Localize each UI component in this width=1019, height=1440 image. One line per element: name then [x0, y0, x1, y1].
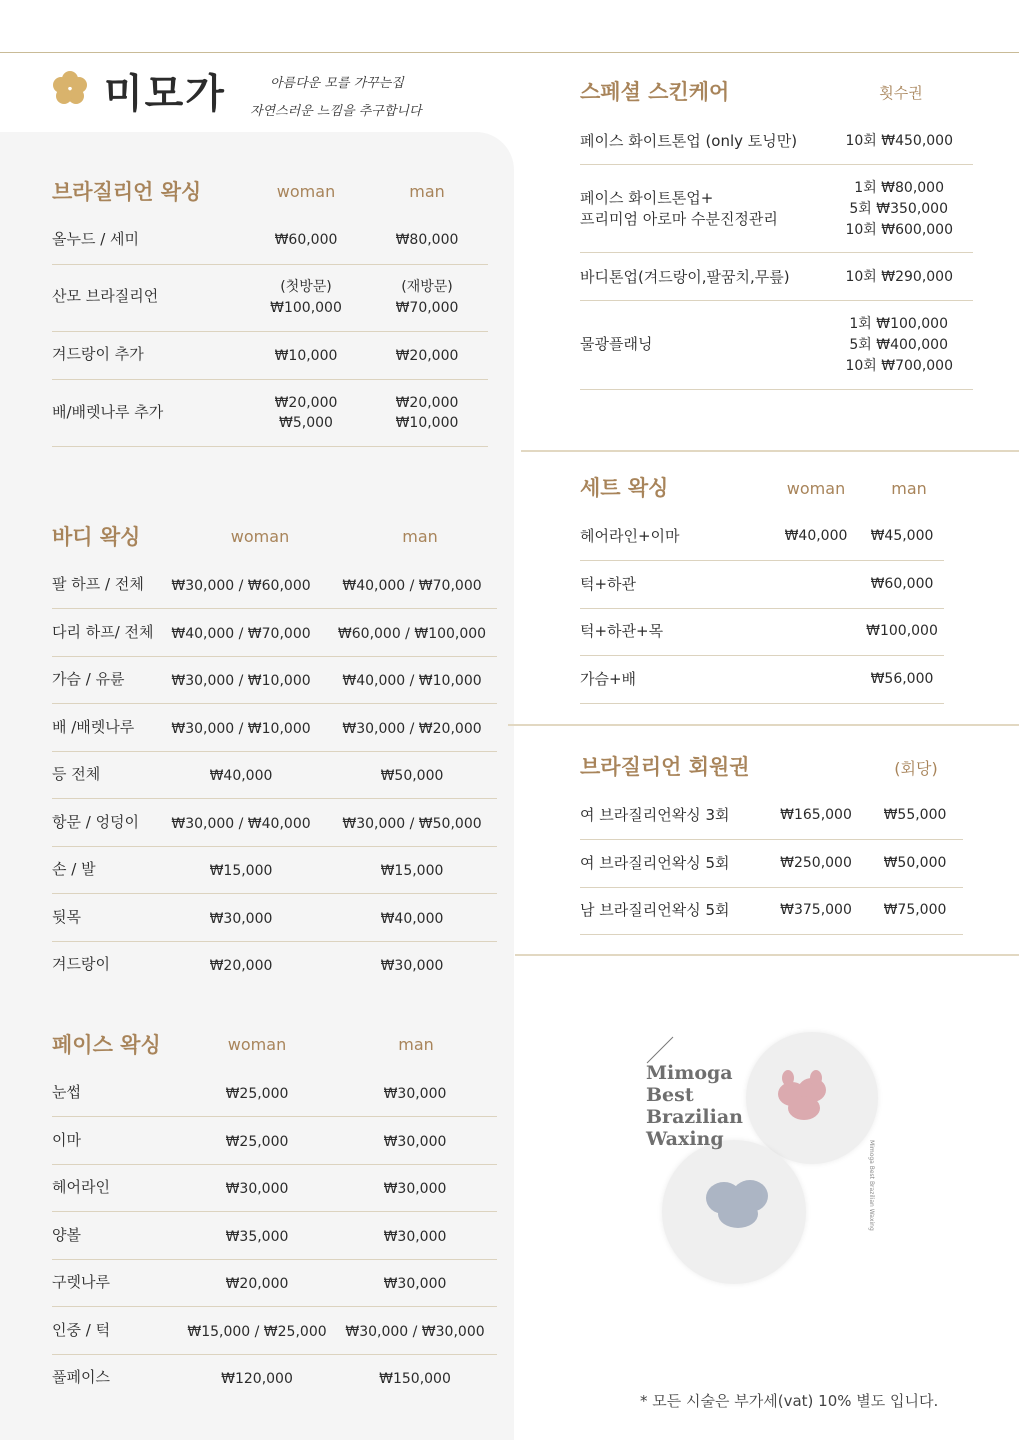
face-woman-price: ₩25,000 — [225, 1133, 289, 1150]
row-divider — [52, 656, 497, 657]
accent-line-icon — [645, 1035, 677, 1065]
row-divider — [52, 264, 488, 265]
body-man-price: ₩30,000 — [380, 958, 444, 974]
body-woman-price: ₩30,000 / ₩60,000 — [171, 578, 311, 594]
body-woman-price: ₩30,000 — [209, 910, 273, 927]
skincare-price: 10회 ₩290,000 — [845, 269, 953, 285]
body-col-man: man — [402, 527, 438, 546]
face-man-price: ₩30,000 — [383, 1133, 447, 1150]
brazilian-title: 브라질리언 왁싱 — [52, 180, 202, 204]
brazilian-man-price: ₩20,000 — [395, 348, 459, 364]
row-divider — [580, 164, 973, 165]
body-woman-price: ₩30,000 / ₩10,000 — [171, 673, 311, 689]
row-divider — [52, 703, 497, 704]
face-man-price: ₩30,000 — [383, 1181, 447, 1197]
set-row-name: 턱+하관+목 — [580, 622, 664, 640]
face-woman-price: ₩15,000 / ₩25,000 — [187, 1323, 327, 1340]
row-divider — [52, 846, 497, 847]
body-woman-price: ₩40,000 / ₩70,000 — [171, 625, 311, 642]
membership-row-name: 남 브라질리언왁싱 5회 — [580, 901, 730, 919]
set-man-price: ₩100,000 — [866, 623, 938, 639]
brazilian-woman-price: ₩20,000 — [274, 395, 338, 411]
body-woman-price: ₩20,000 — [209, 958, 273, 974]
body-woman-price: ₩30,000 / ₩40,000 — [171, 815, 311, 832]
row-divider — [52, 798, 497, 799]
body-man-price: ₩40,000 / ₩10,000 — [342, 673, 482, 689]
body-man-price: ₩15,000 — [380, 863, 444, 879]
skincare-price: 10회 ₩600,000 — [845, 222, 953, 238]
body-col-woman: woman — [230, 527, 290, 546]
body-man-price: ₩40,000 / ₩70,000 — [342, 578, 482, 594]
set-row-name: 헤어라인+이마 — [580, 527, 680, 545]
body-row-name: 가슴 / 유륜 — [52, 670, 125, 688]
row-divider — [580, 252, 973, 253]
face-col-woman: woman — [227, 1035, 287, 1054]
brazilian-woman-price: ₩60,000 — [274, 232, 338, 248]
brazilian-row-name: 올누드 / 세미 — [52, 230, 140, 248]
skincare-price: 10회 ₩450,000 — [845, 133, 953, 149]
face-row-name: 풀페이스 — [52, 1368, 110, 1386]
section-divider — [521, 450, 1019, 452]
face-man-price: ₩30,000 — [383, 1086, 447, 1102]
tagline-line2: 자연스러운 느낌을 추구합니다 — [250, 104, 422, 119]
set-man-price: ₩45,000 — [870, 528, 934, 544]
row-divider — [580, 608, 944, 609]
brazilian-col-woman: woman — [276, 182, 336, 201]
membership-per-price: ₩75,000 — [883, 902, 947, 918]
body-row-name: 다리 하프/ 전체 — [52, 622, 154, 641]
membership-total-price: ₩250,000 — [780, 854, 852, 871]
set-woman-price: ₩40,000 — [784, 528, 848, 544]
promo-line: Waxing — [646, 1128, 724, 1150]
skincare-price: 5회 ₩400,000 — [849, 337, 948, 353]
brazilian-woman-price: ₩10,000 — [274, 348, 338, 364]
row-divider — [52, 379, 488, 380]
brazilian-woman-note: (첫방문) — [280, 279, 332, 295]
body-woman-price: ₩40,000 — [209, 768, 273, 784]
body-man-price: ₩40,000 — [380, 910, 444, 927]
row-divider — [580, 934, 963, 935]
row-divider — [52, 446, 488, 447]
top-rule — [0, 52, 1019, 53]
face-woman-price: ₩20,000 — [225, 1276, 289, 1292]
pink-flower-icon — [766, 1064, 838, 1136]
membership-col-per: (회당) — [894, 759, 938, 778]
vat-footnote: * 모든 시술은 부가세(vat) 10% 별도 입니다. — [640, 1392, 939, 1410]
row-divider — [52, 1116, 497, 1117]
brazilian-woman-price-2: ₩5,000 — [279, 415, 333, 431]
skincare-price: 10회 ₩700,000 — [845, 358, 953, 374]
skincare-price: 1회 ₩80,000 — [854, 180, 944, 196]
brazilian-man-price-2: ₩10,000 — [395, 415, 459, 431]
row-divider — [580, 839, 963, 840]
row-divider — [580, 655, 944, 656]
row-divider — [52, 941, 497, 942]
row-divider — [52, 1306, 497, 1307]
membership-title: 브라질리언 회원권 — [580, 755, 750, 779]
blue-flower-icon — [696, 1168, 780, 1240]
section-divider — [508, 724, 1019, 726]
face-woman-price: ₩120,000 — [221, 1371, 293, 1387]
face-man-price: ₩150,000 — [379, 1371, 451, 1387]
set-man-price: ₩60,000 — [870, 575, 934, 592]
membership-row-name: 여 브라질리언왁싱 5회 — [580, 853, 730, 872]
row-divider — [52, 893, 497, 894]
face-row-name: 양볼 — [52, 1225, 81, 1244]
skincare-row-name: 페이스 화이트톤업+ — [580, 189, 714, 207]
face-row-name: 인중 / 턱 — [52, 1320, 111, 1339]
face-man-price: ₩30,000 — [383, 1276, 447, 1292]
row-divider — [580, 703, 944, 704]
face-row-name: 이마 — [52, 1130, 81, 1149]
row-divider — [52, 331, 488, 332]
flower-logo-icon — [52, 70, 88, 106]
brazilian-man-price: ₩80,000 — [395, 232, 459, 248]
set-man-price: ₩56,000 — [870, 670, 934, 687]
body-row-name: 겨드랑이 — [52, 955, 110, 973]
face-man-price: ₩30,000 — [383, 1228, 447, 1245]
body-row-name: 팔 하프 / 전체 — [52, 575, 144, 593]
brazilian-man-note: (재방문) — [401, 279, 453, 295]
tagline-line1: 아름다운 모를 가꾸는집 — [270, 76, 404, 91]
brazilian-row-name: 배/배렛나루 추가 — [52, 403, 164, 421]
face-woman-price: ₩30,000 — [225, 1181, 289, 1197]
face-col-man: man — [398, 1035, 434, 1054]
body-title: 바디 왁싱 — [52, 525, 141, 549]
brazilian-man-price: ₩20,000 — [395, 395, 459, 411]
body-row-name: 손 / 발 — [52, 860, 96, 878]
set-row-name: 턱+하관 — [580, 574, 637, 593]
promo-vertical-text: Mimoga Best Brazilian Waxing — [868, 1140, 875, 1231]
body-man-price: ₩50,000 — [380, 768, 444, 784]
body-row-name: 등 전체 — [52, 765, 101, 783]
promo-text — [646, 1062, 743, 1150]
membership-row-name: 여 브라질리언왁싱 3회 — [580, 806, 730, 824]
body-woman-price: ₩15,000 — [209, 863, 273, 879]
skincare-row-name: 물광플래닝 — [580, 335, 653, 353]
body-row-name: 뒷목 — [52, 907, 81, 926]
row-divider — [52, 751, 497, 752]
row-divider — [52, 1259, 497, 1260]
row-divider — [52, 608, 497, 609]
membership-per-price: ₩50,000 — [883, 854, 947, 871]
set-col-woman: woman — [786, 479, 846, 498]
set-col-man: man — [891, 479, 927, 498]
skincare-row-name: 바디톤업(겨드랑이,팔꿈치,무릎) — [580, 268, 790, 286]
brazilian-col-man: man — [409, 182, 445, 201]
set-title: 세트 왁싱 — [580, 476, 669, 500]
membership-total-price: ₩165,000 — [780, 807, 852, 823]
face-row-name: 눈썹 — [52, 1083, 81, 1101]
face-man-price: ₩30,000 / ₩30,000 — [345, 1323, 485, 1340]
body-man-price: ₩30,000 / ₩50,000 — [342, 815, 482, 832]
body-woman-price: ₩30,000 / ₩10,000 — [171, 720, 311, 737]
face-row-name: 헤어라인 — [52, 1178, 110, 1196]
row-divider — [52, 1354, 497, 1355]
skincare-row-name-2: 프리미엄 아로마 수분진정관리 — [580, 210, 778, 228]
skincare-col-count: 횟수권 — [879, 84, 923, 102]
row-divider — [580, 887, 963, 888]
brazilian-row-name: 겨드랑이 추가 — [52, 345, 144, 363]
brazilian-row-name: 산모 브라질리언 — [52, 287, 159, 305]
row-divider — [580, 300, 973, 301]
skincare-row-name: 페이스 화이트톤업 (only 토닝만) — [580, 132, 798, 150]
membership-total-price: ₩375,000 — [780, 902, 852, 918]
set-row-name: 가슴+배 — [580, 669, 637, 688]
skincare-price: 1회 ₩100,000 — [849, 316, 948, 332]
row-divider — [52, 1211, 497, 1212]
section-divider — [515, 954, 1019, 956]
body-man-price: ₩60,000 / ₩100,000 — [337, 625, 487, 642]
row-divider — [52, 1164, 497, 1165]
face-row-name: 구렛나루 — [52, 1273, 110, 1291]
brand-name: 미모가 — [104, 71, 226, 117]
face-title: 페이스 왁싱 — [52, 1033, 161, 1057]
brazilian-woman-price: ₩100,000 — [270, 300, 342, 316]
promo-line: Mimoga — [646, 1062, 733, 1084]
body-man-price: ₩30,000 / ₩20,000 — [342, 720, 482, 737]
promo-line: Brazilian — [646, 1106, 743, 1128]
skincare-title: 스페셜 스킨케어 — [580, 80, 730, 104]
face-woman-price: ₩35,000 — [225, 1228, 289, 1245]
membership-per-price: ₩55,000 — [883, 807, 947, 823]
skincare-price: 5회 ₩350,000 — [849, 201, 948, 217]
row-divider — [580, 560, 944, 561]
promo-line: Best — [646, 1084, 694, 1106]
body-row-name: 항문 / 엉덩이 — [52, 812, 140, 831]
row-divider — [580, 389, 973, 390]
body-row-name: 배 /배렛나루 — [52, 717, 135, 736]
brazilian-man-price: ₩70,000 — [395, 300, 459, 316]
face-woman-price: ₩25,000 — [225, 1086, 289, 1102]
